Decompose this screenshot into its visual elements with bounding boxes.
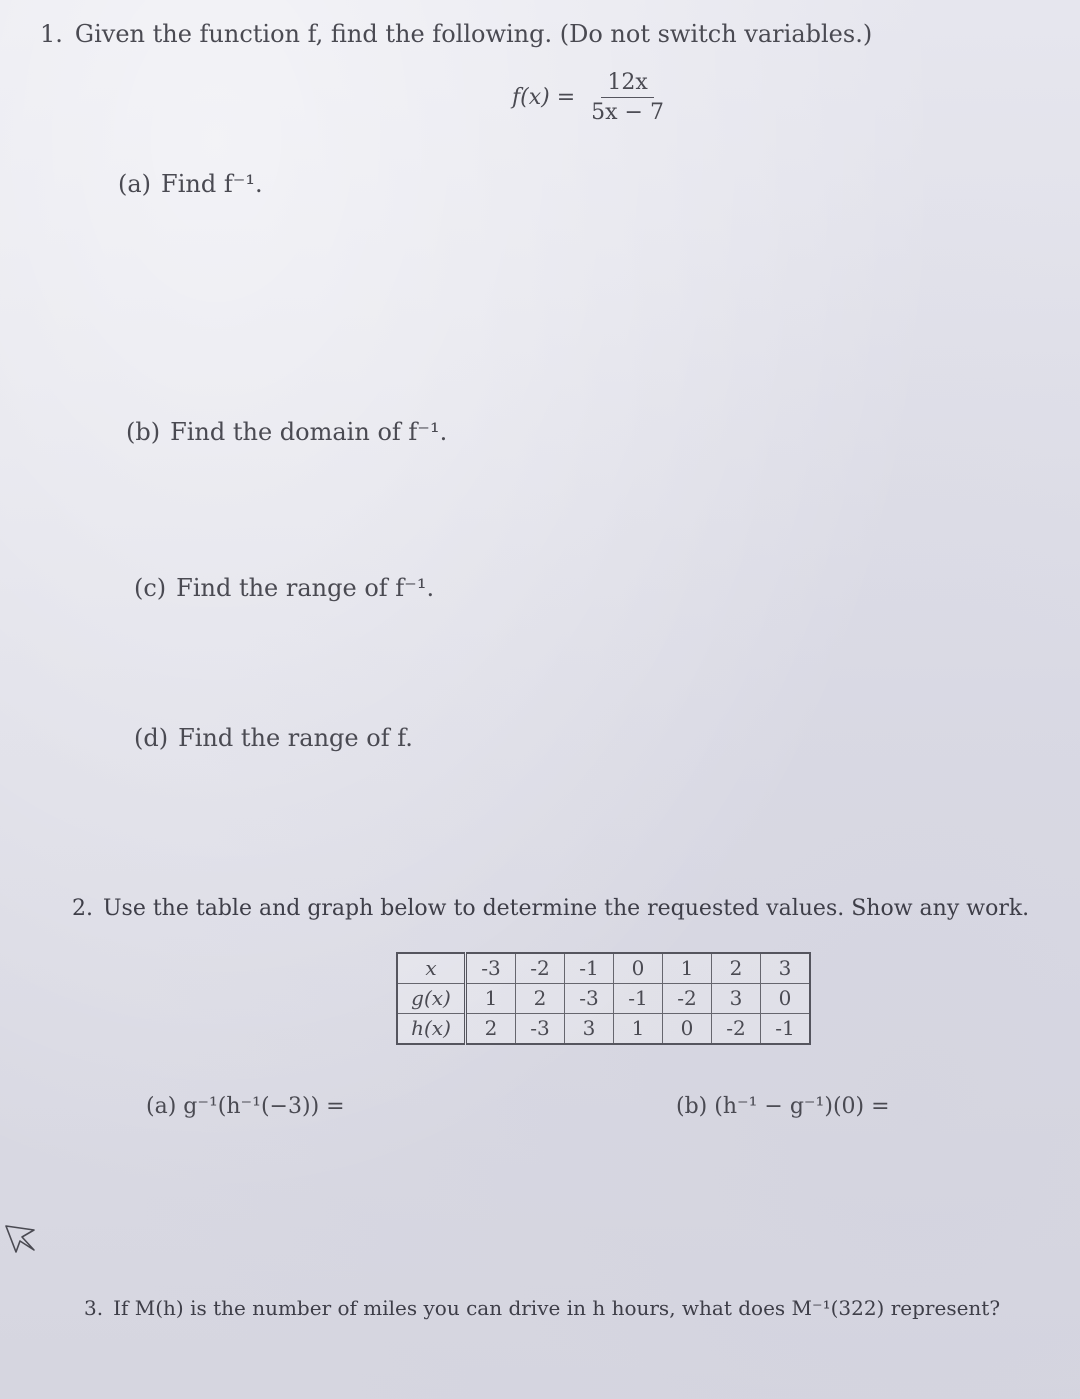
question-2 — [72, 896, 1029, 921]
question-1-prompt: Given the function f, find the following. (Do not switch variables.) — [74, 20, 873, 48]
table-cell: 3 — [565, 1014, 614, 1045]
question-2-part-b: (b) (h⁻¹ − g⁻¹)(0) = — [676, 1094, 890, 1119]
table-cell: -1 — [565, 953, 614, 984]
table-cell: -3 — [565, 984, 614, 1014]
question-2-prompt: Use the table and graph below to determine the requested values. Show any work. — [103, 896, 1030, 921]
part-text: Find f⁻¹. — [161, 170, 263, 198]
question-3-prompt: If M(h) is the number of miles you can drive in h hours, what does M⁻¹(322) represent? — [113, 1296, 1001, 1320]
question-1-part-b — [126, 418, 447, 446]
table-row-g — [397, 984, 810, 1014]
table-cell: -1 — [614, 984, 663, 1014]
table-cell: 0 — [614, 953, 663, 984]
part-label: (a) — [118, 170, 152, 198]
table-cell: -3 — [516, 1014, 565, 1045]
table-row-x — [397, 953, 810, 984]
question-3-number: 3. — [84, 1296, 104, 1320]
row-header: h(x) — [397, 1014, 466, 1045]
question-2-number: 2. — [72, 896, 93, 921]
question-1-part-a — [118, 170, 263, 198]
question-1-part-d — [134, 724, 413, 752]
table-cell: 0 — [761, 984, 811, 1014]
row-header: x — [397, 953, 466, 984]
formula-numerator: 12x — [601, 70, 653, 98]
table-cell: -1 — [761, 1014, 811, 1045]
table-cell: 2 — [466, 1014, 516, 1045]
question-1-number: 1. — [40, 20, 63, 48]
table-cell: 1 — [614, 1014, 663, 1045]
table-cell: -2 — [663, 984, 712, 1014]
table-cell: -2 — [712, 1014, 761, 1045]
table-row-h — [397, 1014, 810, 1045]
question-3 — [84, 1296, 1000, 1320]
part-text: Find the range of f. — [178, 724, 413, 752]
part-label: (d) — [134, 724, 169, 752]
question-1-part-c — [134, 574, 434, 602]
function-formula — [512, 70, 670, 125]
part-label: (b) — [126, 418, 161, 446]
table-cell: -2 — [516, 953, 565, 984]
question-1 — [40, 20, 872, 48]
formula-fraction — [585, 70, 670, 125]
part-text: Find the domain of f⁻¹. — [170, 418, 448, 446]
question-2-part-a: (a) g⁻¹(h⁻¹(−3)) = — [146, 1094, 345, 1119]
table-cell: 2 — [516, 984, 565, 1014]
table-cell: 3 — [761, 953, 811, 984]
table-cell: 2 — [712, 953, 761, 984]
table-cell: 0 — [663, 1014, 712, 1045]
formula-denominator: 5x − 7 — [591, 100, 664, 125]
function-values-table — [396, 952, 811, 1045]
part-label: (c) — [134, 574, 167, 602]
table-cell: 3 — [712, 984, 761, 1014]
formula-lhs: f(x) = — [512, 85, 576, 110]
mouse-cursor-icon — [4, 1222, 38, 1256]
table-cell: 1 — [663, 953, 712, 984]
table-cell: -3 — [466, 953, 516, 984]
table-cell: 1 — [466, 984, 516, 1014]
row-header: g(x) — [397, 984, 466, 1014]
part-text: Find the range of f⁻¹. — [176, 574, 435, 602]
